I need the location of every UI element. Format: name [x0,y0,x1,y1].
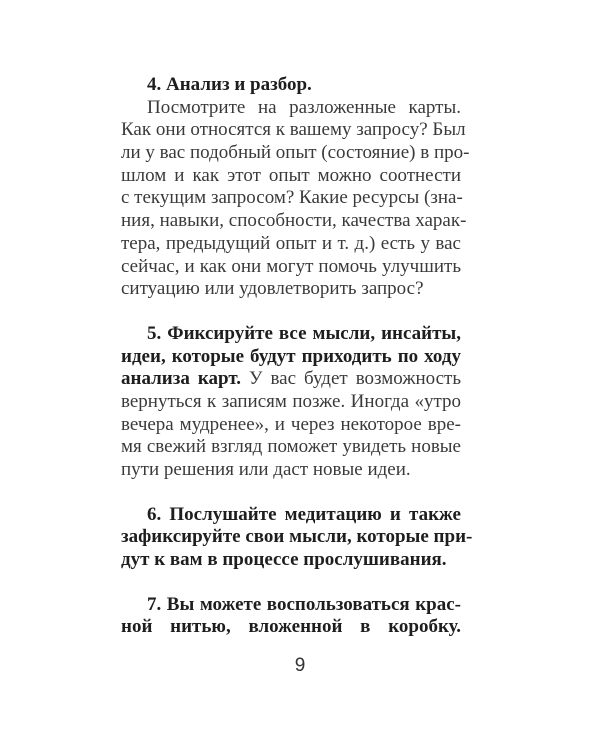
bold-text: дут к вам в процессе прослушивания. [121,549,447,571]
body-text: шлом и как этот опыт можно соотнести [121,164,461,186]
body-text: тера, предыдущий опыт и т. д.) есть у вас [121,232,461,254]
text-line [121,74,461,97]
text-line [121,526,473,549]
bold-text: 4. Анализ и разбор. [147,74,312,95]
text-line [121,616,461,639]
body-text: У вас будет возможность [241,368,461,390]
bold-text: ной нитью, вложенной в коробку. [121,616,461,638]
text-line [121,391,461,414]
text-line [121,119,466,142]
bold-text: зафиксируйте свои мысли, которые при- [121,526,473,548]
bold-text: анализа карт. [121,368,241,390]
text-line [121,594,461,617]
page-body [121,74,473,661]
paragraph-3 [121,503,473,572]
body-text: ситуацию или удовлетворить запрос? [121,278,424,300]
text-line [121,97,461,120]
text-line [121,549,461,572]
bold-text: 6. Послушайте медитацию и также [147,503,461,525]
body-text: вечера мудренее», и через некоторое вре- [121,413,461,435]
bold-text: 7. Вы можете воспользоваться крас- [147,593,461,615]
text-line [121,278,461,301]
text-line [121,368,461,391]
text-line [121,414,461,437]
body-text: пути решения или даст новые идеи. [121,459,411,480]
body-text: с текущим запросом? Какие ресурсы (зна- [121,187,463,209]
page-number: 9 [294,655,306,676]
bold-text: 5. Фиксируйте все мысли, инсайты, [147,322,461,344]
body-text: Как они относятся к вашему запросу? Был [121,119,466,141]
text-line [121,459,461,482]
text-line [121,504,461,527]
text-line [121,165,461,188]
body-text: ли у вас подобный опыт (состояние) в про- [121,142,470,164]
body-text: мя свежий взгляд поможет увидеть новые [121,436,461,458]
text-line [121,436,461,459]
paragraph-1 [121,74,470,301]
bold-text: идеи, которые будут приходить по ходу [121,345,461,367]
body-text: вернуться к записям позже. Иногда «утро [121,390,461,412]
text-line [121,210,467,233]
body-text: Посмотрите на разложенные карты. [147,96,461,118]
paragraph-4 [121,594,461,639]
text-line [121,233,461,256]
text-line [121,323,461,346]
text-line [121,142,470,165]
paragraph-2 [121,323,461,482]
body-text: сейчас, и как они могут помочь улучшить [121,255,461,277]
text-line [121,346,461,369]
text-line [121,187,461,210]
text-line [121,256,461,279]
body-text: ния, навыки, способности, качества харак- [121,210,467,232]
